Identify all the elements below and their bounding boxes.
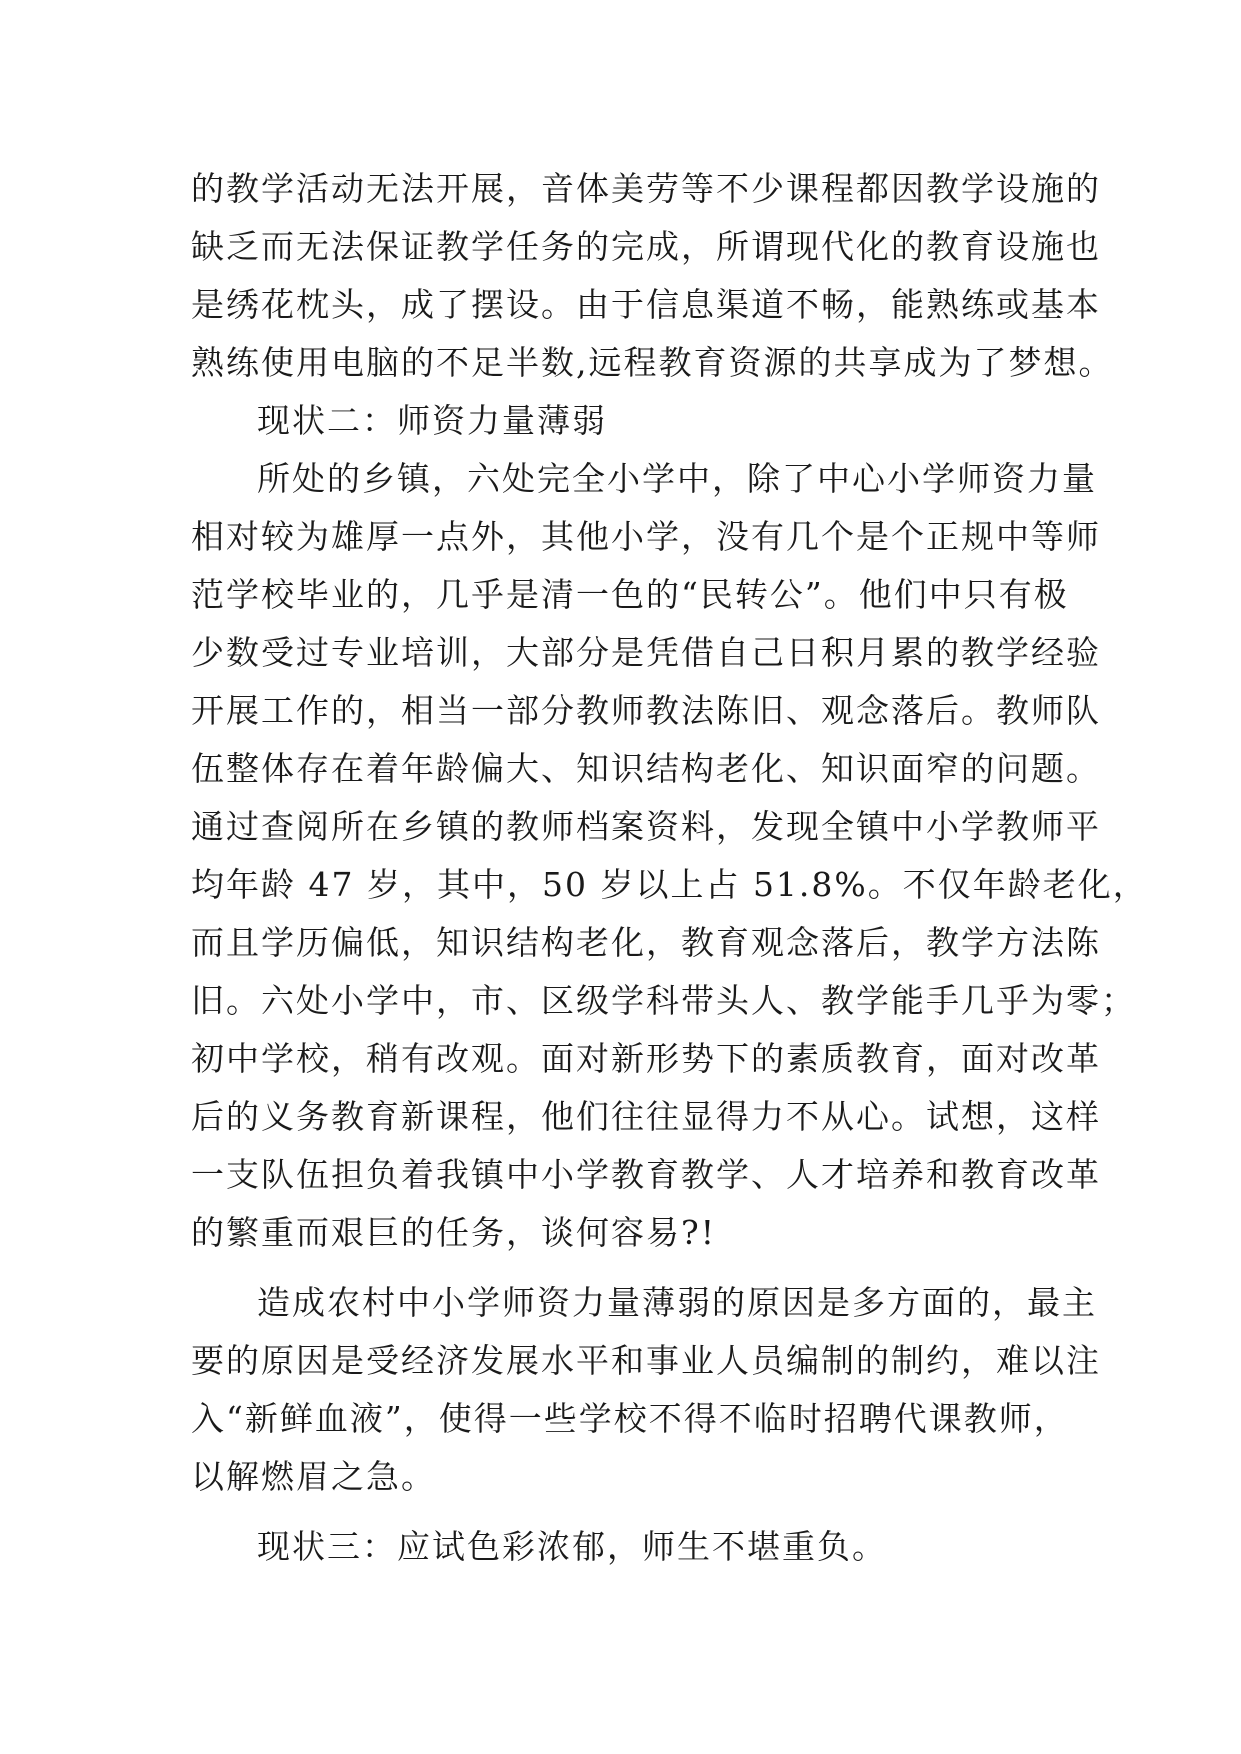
paragraph-line: 旧。六处小学中，市、区级学科带头人、教学能手几乎为零；	[191, 981, 1136, 1020]
paragraph-line: 而且学历偏低，知识结构老化，教育观念落后，教学方法陈	[191, 923, 1101, 962]
paragraph-line: 伍整体存在着年龄偏大、知识结构老化、知识面窄的问题。	[191, 749, 1101, 788]
paragraph-line: 相对较为雄厚一点外，其他小学，没有几个是个正规中等师	[191, 517, 1101, 556]
paragraph-line: 后的义务教育新课程，他们往往显得力不从心。试想，这样	[191, 1097, 1101, 1136]
paragraph-line: 入“新鲜血液”，使得一些学校不得不临时招聘代课教师，	[191, 1399, 1069, 1438]
paragraph-line: 熟练使用电脑的不足半数,远程教育资源的共享成为了梦想。	[191, 343, 1114, 382]
paragraph-line: 要的原因是受经济发展水平和事业人员编制的制约，难以注	[191, 1341, 1101, 1380]
section-heading: 现状二：师资力量薄弱	[257, 401, 607, 440]
paragraph-line: 造成农村中小学师资力量薄弱的原因是多方面的，最主	[257, 1283, 1097, 1322]
paragraph-line: 缺乏而无法保证教学任务的完成，所谓现代化的教育设施也	[191, 227, 1101, 266]
paragraph-line: 以解燃眉之急。	[191, 1457, 436, 1496]
paragraph-line: 的教学活动无法开展，音体美劳等不少课程都因教学设施的	[191, 169, 1101, 208]
document-body	[191, 160, 1148, 1576]
paragraph-line: 范学校毕业的，几乎是清一色的“民转公”。他们中只有极	[191, 575, 1069, 614]
paragraph-line: 开展工作的，相当一部分教师教法陈旧、观念落后。教师队	[191, 691, 1101, 730]
paragraph-line: 一支队伍担负着我镇中小学教育教学、人才培养和教育改革	[191, 1155, 1101, 1194]
paragraph-line: 少数受过专业培训，大部分是凭借自己日积月累的教学经验	[191, 633, 1101, 672]
paragraph-line: 通过查阅所在乡镇的教师档案资料，发现全镇中小学教师平	[191, 807, 1101, 846]
section-heading: 现状三：应试色彩浓郁，师生不堪重负。	[257, 1527, 887, 1566]
paragraph-line: 初中学校，稍有改观。面对新形势下的素质教育，面对改革	[191, 1039, 1101, 1078]
paragraph-line: 均年龄 47 岁，其中，50 岁以上占 51.8%。不仅年龄老化，	[191, 865, 1148, 904]
paragraph-line: 所处的乡镇，六处完全小学中，除了中心小学师资力量	[257, 459, 1097, 498]
paragraph-line: 是绣花枕头，成了摆设。由于信息渠道不畅，能熟练或基本	[191, 285, 1101, 324]
paragraph-line: 的繁重而艰巨的任务，谈何容易?!	[191, 1213, 716, 1252]
